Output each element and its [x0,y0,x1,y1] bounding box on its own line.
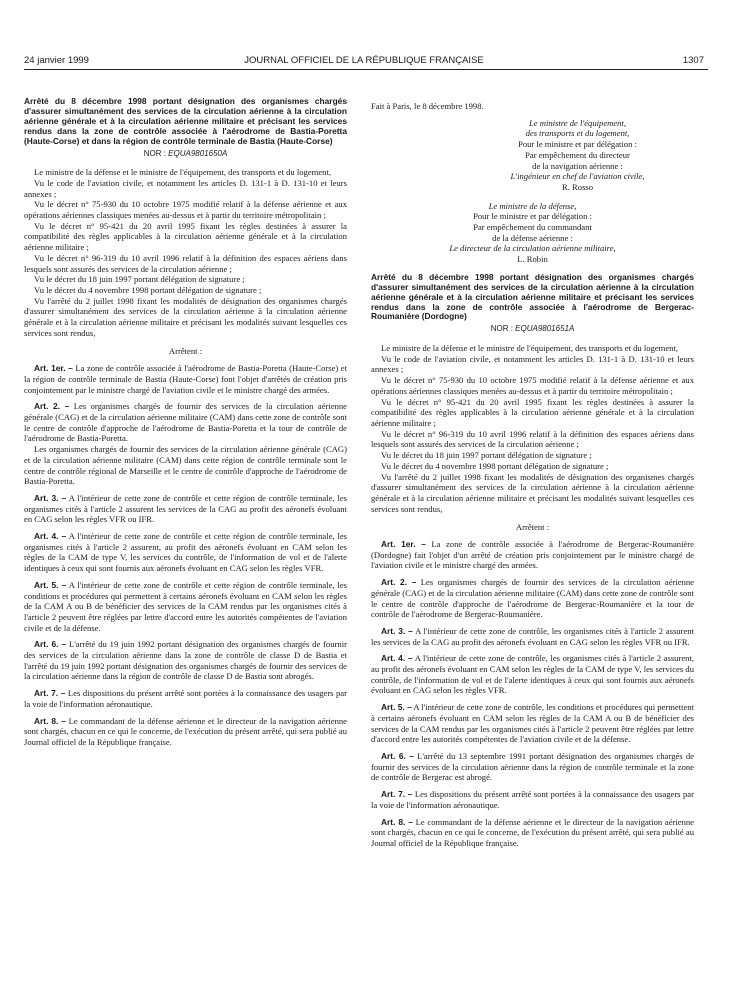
header-journal-title: JOURNAL OFFICIEL DE LA RÉPUBLIQUE FRANÇAISE [244,55,484,66]
signature-block-defense [371,201,694,265]
article-text: La zone de contrôle associée à l'aérodrome de Bastia-Poretta (Haute-Corse) et la région de contrôle terminale de Bastia (Haute-Corse) font l'objet d'arrêtés de création pris conjointement par le ministre chargé de l'aviation civile et le ministre chargé des armées. [24,363,347,395]
article [24,401,347,444]
article-label: Art. 4. – [381,653,413,664]
article-text: Les organismes chargés de fournir des services de la circulation aérienne générale (CAG) et de la circulation aérienne militaire (CAM) dans cette région de contrôle terminale sont le centre de contrôle régional de Marseille et le centre de contrôle d'approche de l'aérodrome de Bastia-Poretta. [24,444,347,487]
left-column [24,97,347,748]
preamble-line: Vu le décret du 4 novembre 1998 portant délégation de signature ; [34,284,262,295]
preamble [371,343,694,514]
header-page-number: 1307 [682,55,704,66]
nor-label: NOR : [143,148,166,158]
nor-reference [371,324,694,335]
article [24,531,347,574]
article-text: A l'intérieur de cette zone de contrôle et cette région de contrôle terminale, les organismes cités à l'article 2 assurent les services de la CAG au profit des aéronefs évoluant en CAG selon les règles VFR ou IFR. [24,492,347,525]
article-label: Art. 7. – [34,688,66,699]
article-text: A l'intérieur de cette zone de contrôle, les organismes cités à l'article 2 assurent, au profit des aéronefs évoluant en CAM selon les règles de la CAM de type V, les services du contrôle, de l'information de vol et de l'alerte identiques à ceux qui sont fournis aux aéronefs évoluant en CAG selon les règles VFR. [371,653,694,696]
preamble-line: Vu le décret du 18 juin 1997 portant délégation de signature ; [34,274,245,285]
signatory-name: L. Robin [517,254,548,265]
article-text: Les organismes chargés de fournir des services de la circulation aérienne générale (CAG) et de la circulation aérienne militaire (CAM) dans cette zone de contrôle sont le centre de contrôle d'approche de l'aérodrome de Bastia-Poretta et la tour de contrôle de l'aérodrome de Bastia-Poretta. [24,401,347,444]
signature-line: des transports et du logement, [525,128,630,139]
article-label: Art. 6. – [34,639,67,650]
arretent-heading: Arrêtent : [168,346,203,357]
nor-code: EQUA9801651A [515,324,575,334]
article-label: Art. 5. – [34,579,67,590]
signature-line: Le directeur de la circulation aérienne militaire, [449,243,616,254]
preamble-line: Le ministre de la défense et le ministre de l'équipement, des transports et du logement, [381,343,678,354]
article-label: Art. 2. – [381,577,417,588]
article-text: Les dispositions du présent arrêté sont portées à la connaissance des usagers par la voie de l'information aéronautique. [371,789,694,810]
article-label: Art. 7. – [381,789,413,800]
preamble-line: Vu le décret du 4 novembre 1998 portant délégation de signature ; [381,460,609,471]
article-text: A l'intérieur de cette zone de contrôle et cette région de contrôle terminale, les conditions et procédures qui permettent à certains aéronefs évoluant en CAM selon les règles de la CAM A ou B de bénéficier des services de la CAM rendus par les organismes cités à l'article 2 peuvent être réglées par lettre d'accord entre les autorités compétentes de l'aviation civile et de la défense. [24,579,347,633]
page-header [24,55,704,69]
article-label: Art. 4. – [34,531,67,542]
preamble [24,167,347,338]
preamble-line: Vu le code de l'aviation civile, et notamment les articles D. 131-1 à D. 131-10 et leurs annexes ; [371,353,694,375]
header-rule [24,69,708,70]
article [371,653,694,696]
preamble-line: Vu le décret n° 96-319 du 10 avril 1996 relatif à la définition des espaces aériens dans lesquels sont assurés des services de la circulation aérienne ; [24,252,347,274]
decree-title-bastia: Arrêté du 8 décembre 1998 portant désignation des organismes chargés d'assurer simultanément des services de la circulation aérienne à la circulation aérienne générale et à la circulation aérienne militaire et précisant les services rendus dans la zone de contrôle associée à l'aérodrome de Bastia-Poretta (Haute-Corse) et dans la région de contrôle terminale de Bastia (Haute-Corse) [24,96,347,146]
signature-line: L'ingénieur en chef de l'aviation civile, [510,171,645,182]
signature-line: Le ministre de l'équipement, [529,117,626,128]
preamble-line: Vu le décret n° 75-930 du 10 octobre 1975 modifié relatif à la défense aérienne et aux opérations aériennes classiques menées au-dessus et à partir du territoire métropolitain ; [371,375,694,396]
article-text: A l'intérieur de cette zone de contrôle, les conditions et procédures qui permettent à certains aéronefs évoluant en CAM selon les règles de la CAM A ou B de bénéficier des services de la CAM rendus par les organismes cités à l'article 2 peuvent être réglées par lettre d'accord entre les autorités compétentes de l'aviation civile et de la défense. [371,702,694,745]
article [371,751,694,783]
signature-line: Par empêchement du directeur [525,149,630,160]
nor-code: EQUA9801650A [168,148,228,158]
article-text: L'arrêté du 13 septembre 1991 portant désignation des organismes chargés de fournir des services de la circulation aérienne dans la région de contrôle terminale et la zone de contrôle de Bergerac est abrogé. [371,750,694,783]
article [24,363,347,395]
article-label: Art. 8. – [381,816,413,827]
signature-line: Le ministre de la défense, [488,200,577,211]
article-label: Art. 5. – [381,702,412,713]
article-text: L'arrêté du 19 juin 1992 portant désignation des organismes chargés de fournir des services de la circulation aérienne dans la zone de contrôle de classe D de Bastia et l'arrêté du 19 juin 1992 portant désignation des organismes chargés de fournir des services de la circulation aérienne dans la région de contrôle de classe D de Bastia sont abrogés. [24,639,347,682]
preamble-line: Vu l'arrêté du 2 juillet 1998 fixant les modalités de désignation des organismes chargés d'assurer simultanément des services de la circulation aérienne à la circulation aérienne générale et à la circulation aérienne militaire et précisant les modalités suivant lesquelles ces services sont rendus, [371,471,694,514]
article-label: Art. 6. – [381,750,414,761]
arretent-heading: Arrêtent : [515,522,550,533]
preamble-line: Vu l'arrêté du 2 juillet 1998 fixant les modalités de désignation des organismes chargés d'assurer simultanément des services de la circulation aérienne à la circulation aérienne générale et à la circulation aérienne militaire et précisant les modalités suivant lesquelles ces services sont rendus, [24,295,347,338]
preamble-line: Le ministre de la défense et le ministre de l'équipement, des transports et du logement, [34,167,331,178]
article-text: Le commandant de la défense aérienne et le directeur de la navigation aérienne sont chargés, chacun en ce qui le concerne, de l'exécution du présent arrêté, qui sera publié au Journal officiel de la République française. [24,715,347,747]
decree-title-bergerac: Arrêté du 8 décembre 1998 portant désignation des organismes chargés d'assurer simultanément des services de la circulation aérienne à la circulation aérienne générale et à la circulation aérienne militaire et précisant les services rendus dans la zone de contrôle associée à l'aérodrome de Bergerac-Roumanière (Dordogne) [371,271,694,322]
signature-line: de la défense aérienne : [492,232,573,243]
signature-line: de la navigation aérienne : [532,160,623,171]
header-date: 24 janvier 1999 [24,55,89,66]
nor-reference [24,149,347,160]
article-text: A l'intérieur de cette zone de contrôle et cette région de contrôle terminale, les organismes cités à l'article 2 assurent, au profit des aéronefs évoluant en CAM selon les règles de la CAM de type V, les services du contrôle, de l'information de vol et de l'alerte identiques à ceux qui sont fournis aux aéronefs évoluant en CAG selon les règles VFR. [24,531,347,574]
signature-line: Par empêchement du commandant [473,222,592,233]
article [371,577,694,620]
article-text: La zone de contrôle associée à l'aérodrome de Bergerac-Roumanière (Dordogne) fait l'objet d'un arrêté de création pris conjointement par le ministre chargé de l'aviation civile et le ministre chargé des armées. [371,539,694,571]
article-text: A l'intérieur de cette zone de contrôle, les organismes cités à l'article 2 assurent les services de la CAG au profit des aéronefs évoluant en CAG selon les règles VFR ou IFR. [371,625,694,647]
article [371,626,694,647]
article-label: Art. 3. – [381,625,413,636]
preamble-line: Vu le code de l'aviation civile, et notamment les articles D. 131-1 à D. 131-10 et leurs annexes ; [24,177,347,199]
article-text: Les dispositions du présent arrêté sont portées à la connaissance des usagers par la voie de l'information aéronautique. [24,688,347,709]
article [24,639,347,682]
article [24,580,347,634]
article [371,702,694,745]
article-label: Art. 8. – [34,715,66,726]
signature-line: Pour le ministre et par délégation : [473,211,592,222]
article [371,817,694,849]
article-label: Art. 1er. – [34,363,73,374]
preamble-line: Vu le décret n° 95-421 du 20 avril 1995 fixant les règles destinées à assurer la compatibilité des règles applicables à la circulation aérienne générale et à la circulation aérienne militaire ; [371,396,694,428]
place-and-date: Fait à Paris, le 8 décembre 1998. [371,101,484,111]
article [371,789,694,810]
signature-line: Pour le ministre et par délégation : [518,139,637,150]
right-column [371,101,694,849]
article [24,688,347,709]
article-label: Art. 3. – [34,492,67,503]
article-text: Les organismes chargés de fournir des services de la circulation aérienne générale (CAG) et de la circulation aérienne militaire (CAM) dans cette zone de contrôle sont le centre de contrôle d'approche de l'aérodrome de Bergerac-Roumanière et la tour de contrôle de l'aérodrome de Bergerac-Roumanière. [371,577,694,620]
preamble-line: Vu le décret n° 95-421 du 20 avril 1995 fixant les règles destinées à assurer la compatibilité des règles applicables à la circulation aérienne générale et à la circulation aérienne militaire ; [24,220,347,253]
article [371,539,694,571]
article-paragraph [24,444,347,487]
article [24,493,347,525]
article-label: Art. 2. – [34,401,70,412]
signatory-name: R. Rosso [561,181,594,192]
article-label: Art. 1er. – [381,539,426,550]
preamble-line: Vu le décret n° 75-930 du 10 octobre 1975 modifié relatif à la défense aérienne et aux opérations aériennes classiques menées au-dessus et à partir du territoire métropolitain ; [24,199,347,221]
preamble-line: Vu le décret du 18 juin 1997 portant délégation de signature ; [381,450,592,461]
signature-block-equipment [461,118,694,193]
preamble-line: Vu le décret n° 96-319 du 10 avril 1996 relatif à la définition des espaces aériens dans lesquels sont assurés des services de la circulation aérienne ; [371,428,694,450]
article [24,716,347,748]
nor-label: NOR : [490,324,513,334]
article-text: Le commandant de la défense aérienne et le directeur de la navigation aérienne sont chargés, chacun en ce qui le concerne, de l'exécution du présent arrêté, qui sera publié au Journal officiel de la République française. [371,816,694,848]
